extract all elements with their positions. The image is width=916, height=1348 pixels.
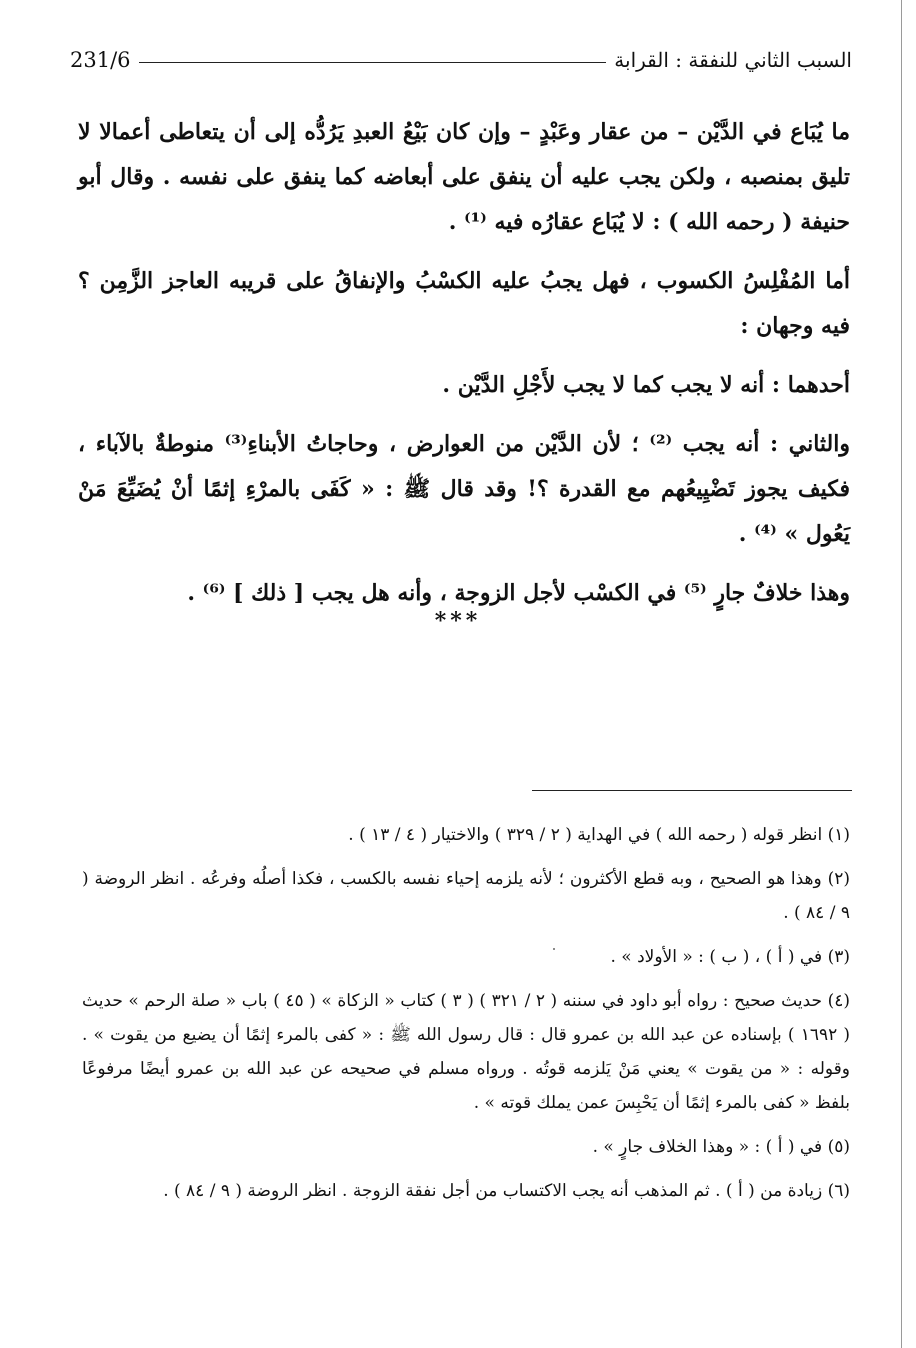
footnote: (٢) وهذا هو الصحيح ، وبه قطع الأكثرون ؛ لأنه يلزمه إحياء نفسه بالكسب ، فكذا أصلُه وفرعُه . انظر الروضة ( ٩ / ٨٤ ) . xyxy=(82,869,850,923)
footnote: (١) انظر قوله ( رحمه الله ) في الهداية ( ٢ / ٣٢٩ ) والاختيار ( ٤ / ١٣ ) . xyxy=(348,825,850,845)
paragraph: أحدهما : أنه لا يجب كما لا يجب لأَجْلِ الدَّيْن . xyxy=(442,372,850,398)
footnotes xyxy=(82,818,850,1218)
page-number: 231/6 xyxy=(70,48,131,72)
paragraph: وهذا خلافٌ جارٍ ⁽⁵⁾ في الكسْب لأجل الزوجة ، وأنه هل يجب [ ذلك ] ⁽⁶⁾ . xyxy=(187,580,850,606)
header-rule xyxy=(139,62,607,63)
footnote-rule xyxy=(532,790,852,791)
main-text xyxy=(78,110,850,630)
paragraph: ما يُبَاع في الدَّيْن – من عقار وعَبْدٍ – وإن كان بَيْعُ العبدِ يَرُدُّه إلى أن يتعاطى أعمالا لا تليق بمنصبه ، ولكن يجب عليه أن ينفق على أبعاضه كما ينفق على نفسه . وقال أبو حنيفة ( رحمه الله ) : لا يُبَاع عقارُه فيه ⁽¹⁾ . xyxy=(78,119,850,235)
footnote: (٤) حديث صحيح : رواه أبو داود في سننه ( ٢ / ٣٢١ ) ( ٣ ) كتاب « الزكاة » ( ٤٥ ) باب « صلة الرحم » حديث ( ١٦٩٢ ) بإسناده عن عبد الله بن عمرو قال : قال رسول الله ﷺ : « كفى بالمرء إثمًا أن يضيع من يقوت » . وقوله : « من يقوت » يعني مَنْ يَلزمه قوتُه . ورواه مسلم في صحيحه عن عبد الله بن عمرو أيضًا مرفوعًا بلفظ « كفى بالمرء إثمًا أن يَحْبِسَ عمن يملك قوته » . xyxy=(82,991,850,1113)
section-separator: *** xyxy=(434,608,482,634)
paragraph: والثاني : أنه يجب ⁽²⁾ ؛ لأن الدَّيْن من العوارض ، وحاجاتُ الأبناءِ⁽³⁾ منوطةٌ بالآباء ، فكيف يجوز تَضْيِيعُهم مع القدرة ؟! وقد قال ﷺ : « كَفَى بالمرْءِ إثمًا أنْ يُضَيِّعَ مَنْ يَعُول » ⁽⁴⁾ . xyxy=(78,431,850,547)
footnote: (٦) زيادة من ( أ ) . ثم المذهب أنه يجب الاكتساب من أجل نفقة الزوجة . انظر الروضة ( ٩ / ٨٤ ) . xyxy=(163,1181,850,1201)
footnote: (٥) في ( أ ) : « وهذا الخلاف جارٍ » . xyxy=(592,1137,850,1157)
page-edge-line xyxy=(901,0,902,1348)
running-header xyxy=(70,44,852,76)
paragraph: أما المُفْلِسُ الكسوب ، فهل يجبُ عليه الكسْبُ والإنفاقُ على قريبه العاجز الزَّمِن ؟ فيه وجهان : xyxy=(78,268,850,339)
footnote: (٣) في ( أ ) ، ( ب ) : « الأولاد » . xyxy=(610,947,850,967)
header-title: السبب الثاني للنفقة : القرابة xyxy=(614,48,852,72)
